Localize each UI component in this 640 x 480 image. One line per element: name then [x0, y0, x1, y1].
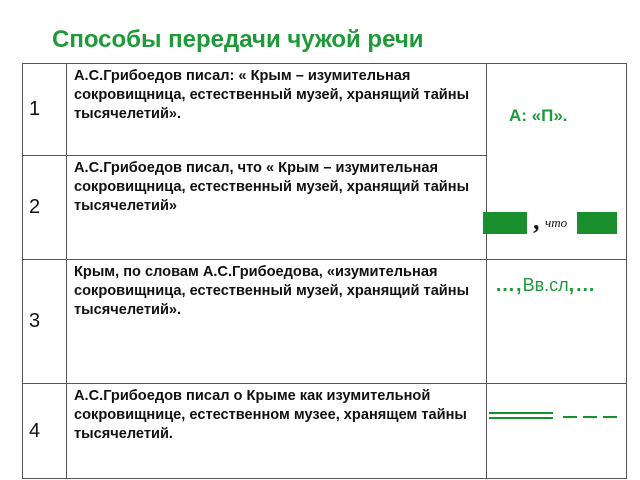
object-underline [583, 416, 597, 418]
main-clause-box [483, 212, 527, 234]
table-row [23, 64, 627, 156]
row-number: 1 [23, 64, 67, 156]
row-number: 3 [23, 260, 67, 384]
scheme-cell [487, 260, 627, 384]
object-underline [563, 416, 577, 418]
subordinate-clause-box [577, 212, 617, 234]
row-number: 2 [23, 156, 67, 260]
example-text: Крым, по словам А.С.Грибоедова, «изумительная сокровищница, естественный музей, хранящий тайны тысячелетий». [67, 260, 487, 384]
predicate-underline [489, 412, 553, 419]
row-number: 4 [23, 384, 67, 479]
ellipsis-left: …, [495, 274, 523, 296]
page-title: Способы передачи чужой речи [52, 26, 424, 53]
table-row [23, 260, 627, 384]
methods-table [22, 63, 627, 479]
conjunction-word: что [545, 215, 568, 230]
indirect-speech-scheme [483, 206, 623, 236]
sentence-member-scheme [489, 412, 621, 424]
scheme-cell [487, 384, 627, 479]
example-text: А.С.Грибоедов писал о Крыме как изумительной сокровищнице, естественном музее, хранящем тайны тысячелетий. [67, 384, 487, 479]
direct-speech-scheme: А: «П». [509, 106, 568, 125]
example-text: А.С.Грибоедов писал: « Крым – изумительная сокровищница, естественный музей, хранящий тайны тысячелетий». [67, 64, 487, 156]
scheme-cell [487, 64, 627, 260]
table-row [23, 384, 627, 479]
object-underline [603, 416, 617, 418]
example-text: А.С.Грибоедов писал, что « Крым – изумительная сокровищница, естественный музей, хранящий тайны тысячелетий» [67, 156, 487, 260]
introductory-word-label: Вв.сл [522, 275, 569, 295]
ellipsis-right: ,… [568, 274, 597, 296]
introductory-word-scheme [495, 274, 596, 297]
comma-mark: , [533, 206, 540, 235]
